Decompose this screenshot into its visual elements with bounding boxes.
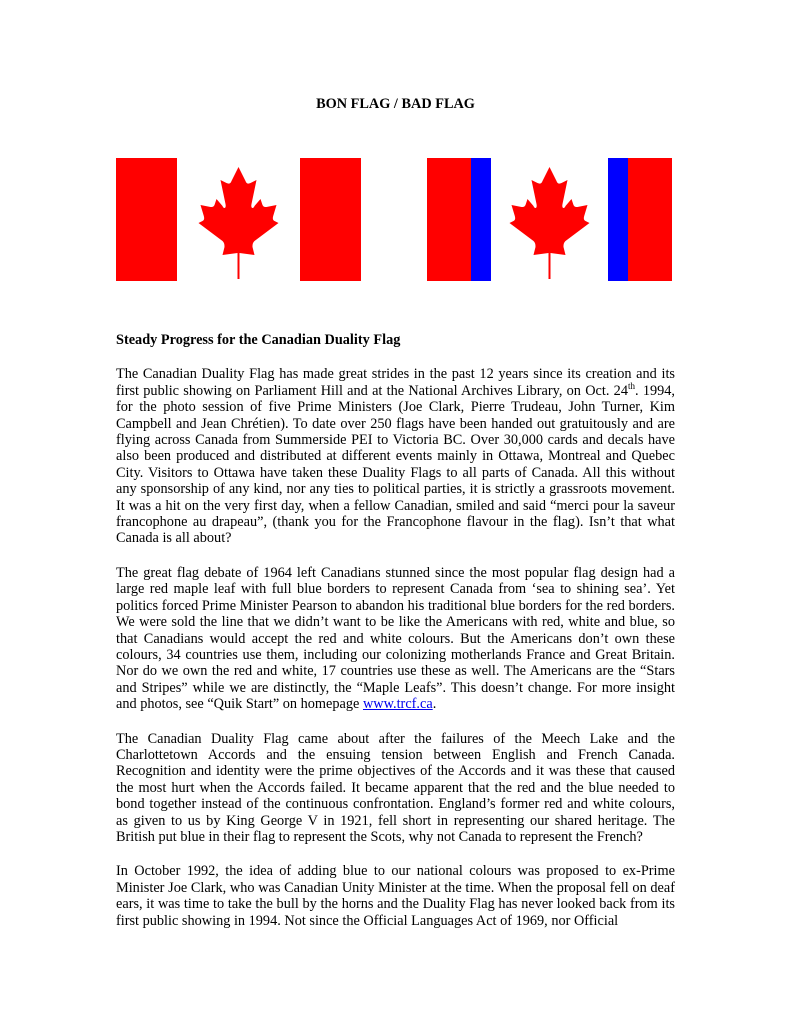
paragraph-1 xyxy=(116,366,675,546)
page-title: BON FLAG / BAD FLAG xyxy=(316,96,475,112)
duality-flag-image xyxy=(427,158,672,281)
paragraph-4: In October 1992, the idea of adding blue to our national colours was proposed to ex-Prime Minister Joe Clark, who was Canadian Unity Minister at the time. When the proposal fell on deaf ears, it was time to take the bull by the horns and the Duality Flag has never looked back from its first public showing in 1994. Not since the Official Languages Act of 1969, nor Official xyxy=(116,863,675,929)
canadian-flag-graphic xyxy=(116,158,361,281)
paragraph-1-text-cont: . 1994, for the photo session of five Prime Ministers (Joe Clark, Pierre Trudeau, John Turner, Kim Campbell and Jean Chrétien). To date over 250 flags have been handed out gratuitously and are flying across Canada from Summerside PEI to Victoria BC. Over 30,000 cards and decals have also been produced and distributed at different events mainly in Ottawa, Montreal and Quebec City. Visitors to Ottawa have taken these Duality Flags to all parts of Canada. All this without any sponsorship of any kind, nor any ties to political parties, it is strictly a grassroots movement. It was a hit on the very first day, when a fellow Canadian, smiled and said “merci pour la saveur francophone au drapeau”, (thank you for the Francophone flavour in the flag). Isn’t that what Canada is all about? xyxy=(116,382,675,547)
paragraph-2-text: The great flag debate of 1964 left Canadians stunned since the most popular flag design had a large red maple leaf with full blue borders to represent Canada from ‘sea to shining sea’. Yet politics forced Prime Minister Pearson to abandon his traditional blue borders for the red borders. We were sold the line that we didn’t want to be like the Americans with red, white and blue, so that Canadians would accept the red and white colours. But the Americans don’t own these colours, 34 countries use them, including our colonizing motherlands France and Great Britain. Nor do we own the red and white, 17 countries use these as well. The Americans are the “Stars and Stripes” while we are distinctly, the “Maple Leafs”. This doesn’t change. For more insight and photos, see “Quik Start” on homepage xyxy=(116,564,675,713)
duality-flag-graphic xyxy=(427,158,672,281)
ordinal-superscript: th xyxy=(627,381,635,392)
article-body xyxy=(116,332,675,947)
canadian-flag-image xyxy=(116,158,361,281)
homepage-link[interactable]: www.trcf.ca xyxy=(362,696,433,713)
blue-bar-right xyxy=(608,158,628,281)
blue-bar-left xyxy=(471,158,491,281)
paragraph-2 xyxy=(116,565,675,713)
article-heading: Steady Progress for the Canadian Duality Flag xyxy=(116,332,401,348)
paragraph-1-text: The Canadian Duality Flag has made great strides in the past 12 years since its creation and its first public showing on Parliament Hill and at the National Archives Library, on Oct. 24 xyxy=(116,366,675,399)
paragraph-2-end: . xyxy=(432,696,437,713)
paragraph-3: The Canadian Duality Flag came about after the failures of the Meech Lake and the Charlottetown Accords and the ensuing tension between English and French Canada. Recognition and identity were the prime objectives of the Accords and it was these that caused the most hurt when the Accords failed. It became apparent that the red and the blue needed to bond together instead of the continuous confrontation. England’s former red and white colours, as given to us by King George V in 1921, fell short in representing our shared heritage. The British put blue in their flag to represent the Scots, why not Canada to represent the French? xyxy=(116,730,675,845)
